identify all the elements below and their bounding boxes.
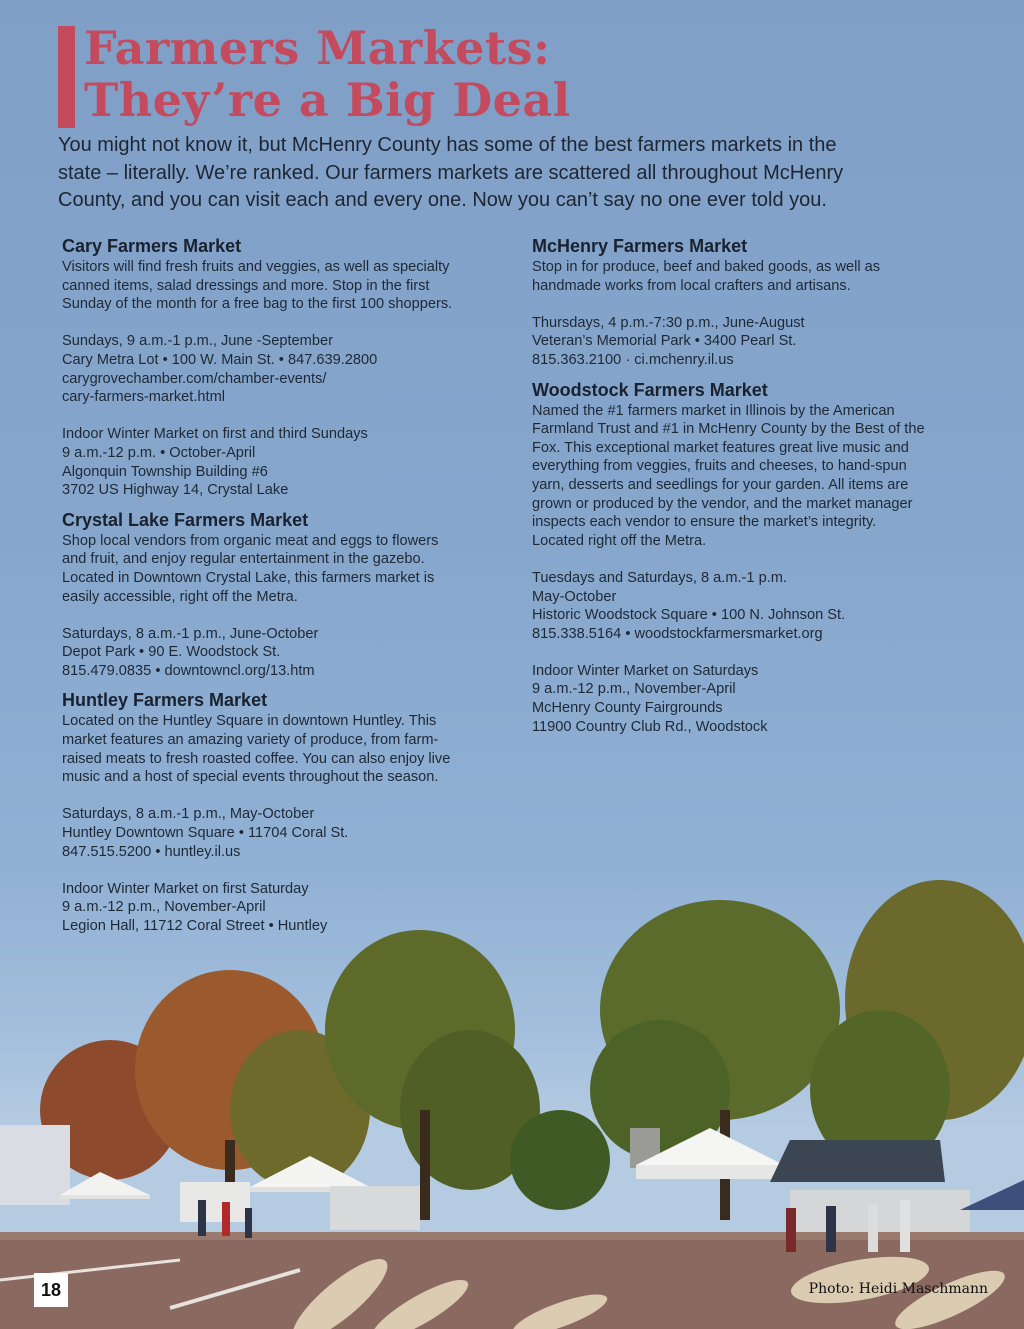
- left-column: [62, 234, 502, 944]
- website-link[interactable]: carygrovechamber.com/chamber-events/: [62, 370, 327, 387]
- market-description: [62, 258, 502, 314]
- text-line: 9 a.m.-12 p.m., November-April: [62, 899, 266, 916]
- text-line: Indoor Winter Market on Saturdays: [532, 662, 759, 679]
- market-heading: Crystal Lake Farmers Market: [62, 509, 309, 530]
- text-line: Legion Hall, 11712 Coral Street • Huntley: [62, 918, 328, 934]
- intro-line: state – literally. We’re ranked. Our farmers markets are scattered all throughout McHenry: [58, 161, 844, 184]
- text-line: Stop in for produce, beef and baked goods, as well as: [532, 259, 881, 275]
- text-line: Located on the Huntley Square in downtown Huntley. This: [62, 713, 437, 730]
- text-line: easily accessible, right off the Metra.: [62, 588, 298, 605]
- title-accent-bar: [58, 26, 75, 128]
- text-line: Historic Woodstock Square • 100 N. Johnson St.: [532, 607, 846, 624]
- text-line: Algonquin Township Building #6: [62, 463, 268, 480]
- website-link[interactable]: cary-farmers-market.html: [62, 389, 225, 406]
- building: [0, 1125, 70, 1205]
- text-line: 11900 Country Club Rd., Woodstock: [532, 718, 768, 735]
- text-line: raised meats to fresh roasted coffee. You can also enjoy live: [62, 750, 451, 767]
- text-line: Located in Downtown Crystal Lake, this farmers market is: [62, 569, 435, 586]
- text-line: Farmland Trust and #1 in McHenry County by the Best of the: [532, 421, 925, 438]
- market-heading: Woodstock Farmers Market: [532, 379, 768, 400]
- right-column: [532, 234, 972, 744]
- text-line: everything from veggies, fruits and cheeses, to hand-spun: [532, 458, 907, 475]
- market-crystal-lake: [62, 508, 502, 681]
- market-mchenry: [532, 234, 972, 370]
- market-info: [532, 569, 972, 643]
- text-line: Named the #1 farmers market in Illinois by the American: [532, 402, 895, 419]
- text-line: music and a host of special events throughout the season.: [62, 769, 439, 786]
- text-line: Indoor Winter Market on first and third Sundays: [62, 426, 368, 443]
- text-line: Sunday of the month for a free bag to the first 100 shoppers.: [62, 296, 453, 313]
- text-line: and fruit, and enjoy regular entertainment in the gazebo.: [62, 551, 425, 568]
- intro-line: You might not know it, but McHenry County has some of the best farmers markets in the: [58, 134, 837, 156]
- text-line: market features an amazing variety of produce, from farm-: [62, 732, 439, 749]
- winter-market-info: [62, 425, 502, 499]
- title-line-2: They’re a Big Deal: [84, 73, 571, 127]
- text-line: 3702 US Highway 14, Crystal Lake: [62, 482, 289, 499]
- market-heading: McHenry Farmers Market: [532, 236, 748, 256]
- market-description: [62, 532, 502, 606]
- text-line: Saturdays, 8 a.m.-1 p.m., May-October: [62, 806, 315, 823]
- page-number: 18: [34, 1273, 68, 1307]
- photo-credit: Photo: Heidi Maschmann: [808, 1281, 988, 1297]
- text-line: Veteran’s Memorial Park • 3400 Pearl St.: [532, 333, 797, 350]
- market-description: [532, 402, 972, 551]
- text-line: Visitors will find fresh fruits and veggies, as well as specialty: [62, 259, 450, 275]
- text-line: Tuesdays and Saturdays, 8 a.m.-1 p.m.: [532, 569, 787, 586]
- market-info: [62, 805, 502, 861]
- intro-line: County, and you can visit each and every one. Now you can’t say no one ever told you.: [58, 189, 827, 211]
- text-line: grown or produced by the vendor, and the market manager: [532, 495, 913, 512]
- winter-market-info: [532, 662, 972, 736]
- text-line: Shop local vendors from organic meat and eggs to flowers: [62, 532, 439, 549]
- text-line: Cary Metra Lot • 100 W. Main St. • 847.639.2800: [62, 351, 378, 368]
- text-line: inspects each vendor to ensure the market’s integrity.: [532, 514, 877, 531]
- text-line: 815.363.2100 · ci.mchenry.il.us: [532, 351, 734, 368]
- farmers-market-photo: [0, 860, 1024, 1329]
- text-line: 815.479.0835 • downtowncl.org/13.htm: [62, 662, 315, 679]
- market-heading: Huntley Farmers Market: [62, 690, 268, 711]
- market-description: [532, 258, 972, 295]
- text-line: 847.515.5200 • huntley.il.us: [62, 843, 241, 860]
- title-line-1: Farmers Markets:: [84, 21, 551, 75]
- text-line: Fox. This exceptional market features great live music and: [532, 439, 909, 456]
- text-line: Indoor Winter Market on first Saturday: [62, 880, 309, 897]
- text-line: 9 a.m.-12 p.m., November-April: [532, 681, 736, 698]
- market-heading: Cary Farmers Market: [62, 236, 242, 256]
- text-line: May-October: [532, 588, 617, 605]
- text-line: yarn, desserts and seedlings for your garden. All items are: [532, 476, 909, 493]
- text-line: canned items, salad dressings and more. Stop in the first: [62, 277, 430, 294]
- text-line: Located right off the Metra.: [532, 532, 707, 549]
- text-line: 9 a.m.-12 p.m. • October-April: [62, 444, 256, 461]
- text-line: 815.338.5164 • woodstockfarmersmarket.org: [532, 625, 823, 642]
- text-line: McHenry County Fairgrounds: [532, 700, 723, 717]
- market-cary: [62, 234, 502, 500]
- text-line: handmade works from local crafters and artisans.: [532, 277, 851, 294]
- market-info: [532, 314, 972, 370]
- market-woodstock: [532, 378, 972, 737]
- intro-paragraph: [58, 132, 898, 215]
- text-line: Depot Park • 90 E. Woodstock St.: [62, 644, 281, 661]
- market-description: [62, 712, 502, 786]
- text-line: Thursdays, 4 p.m.-7:30 p.m., June-August: [532, 314, 805, 331]
- market-info: [62, 332, 502, 406]
- text-line: Saturdays, 8 a.m.-1 p.m., June-October: [62, 625, 319, 642]
- text-line: Huntley Downtown Square • 11704 Coral St.: [62, 825, 349, 842]
- market-info: [62, 625, 502, 681]
- page-title: [84, 22, 784, 126]
- text-line: Sundays, 9 a.m.-1 p.m., June -September: [62, 333, 333, 350]
